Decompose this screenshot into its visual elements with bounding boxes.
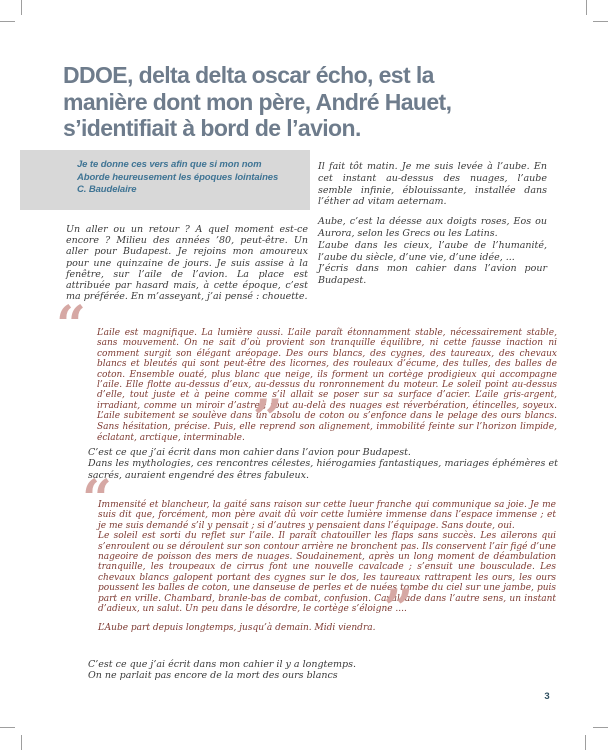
page-number: 3 bbox=[544, 691, 550, 702]
chapter-title-line: manière dont mon père, André Hauet, bbox=[63, 88, 452, 115]
chapter-title-line: s’identifiait à bord de l’avion. bbox=[63, 115, 361, 141]
paragraph-gap bbox=[98, 614, 556, 622]
quote-text: L’aile est magnifique. La lumière aussi. L’aile paraît étonnamment stable, nécessairement stable, sans mouvement. On ne sait d’où provient son tranquille équilibre, ni cette fausse inaction ni comment surgit son élégant aréopage. Des ours blancs, des cygnes, des taureaux, des chevaux blancs et bleutés qui sont peut-être des licornes, des rouleaux d’écume, des tulles, des balles de coton. Ensemble ouaté, plus blanc que neige, ils forment un cortège prodigieux qui accompagne l’aile. Elle flotte au-dessus d’eux, au-dessus du ronronnement du moteur. Le soleil point au-dessus d’elle, tout juste et à peine comme s’il allait se poser sur sa surface d’acier. L’aile gris-argent, irradiant, comme un miroir d’astre ; tout au-delà des nuages est réverbération, étincelles, soyeux. L’aile subitement se soulève dans un absolu de coton ou s’enfonce dans le pelage des ours blancs. Sans hésitation, précise. Puis, elle reprend son alignement, immobilité feinte sur l’horizon limpide, éclatant, arctique, interminable. bbox=[97, 328, 557, 444]
crop-mark-top-right-h bbox=[593, 21, 608, 22]
crop-mark-bottom-left-h bbox=[0, 727, 15, 728]
epigraph-verse-line: Je te donne ces vers afin que si mon nom bbox=[77, 159, 262, 170]
quote-block-2 bbox=[98, 500, 556, 641]
crop-mark-bottom-left-v bbox=[21, 735, 22, 750]
epigraph-attribution: C. Baudelaire bbox=[77, 184, 137, 195]
epigraph-verse-line: Aborde heureusement les époques lointaines bbox=[77, 171, 279, 183]
intro-right-column bbox=[318, 161, 547, 287]
closing-quote-icon: ” bbox=[383, 579, 414, 641]
intro-left-column: Un aller ou un retour ? A quel moment est-ce encore ? Milieu des années ’80, peut-être. Un aller pour Budapest. Je rejoins mon amoureux pour une quinzaine de jours. Je suis assise à la fenêtre, sur l’aile de l’avion. La place est attribuée par hasard mais, à cette époque, c’est ma préférée. En m’asseyant, j’ai pensé : chouette. bbox=[66, 224, 308, 303]
epigraph bbox=[77, 159, 278, 197]
closing-line: On ne parlait pas encore de la mort des ours blancs bbox=[88, 670, 338, 682]
opening-quote-icon: “ bbox=[56, 295, 86, 356]
closing-quote-icon: ” bbox=[252, 389, 283, 451]
interlude-line: C’est ce que j’ai écrit dans mon cahier dans l’avion pour Budapest. bbox=[88, 447, 411, 458]
paragraph-gap bbox=[318, 208, 547, 216]
intro-paragraph: L’aube dans les cieux, l’aube de l’humanité, l’aube du siècle, d’une vie, d’une idée, ... bbox=[318, 239, 547, 263]
closing-paragraph bbox=[88, 659, 518, 682]
interlude-line: Dans les mythologies, ces rencontres célestes, hiérogamies fantastiques, mariages éphémères et sacrés, auraient engendré des êtres fabuleux. bbox=[88, 458, 558, 481]
chapter-title bbox=[63, 62, 553, 142]
crop-mark-top-left-h bbox=[0, 21, 15, 22]
closing-line: C’est ce que j’ai écrit dans mon cahier il y a longtemps. bbox=[88, 659, 356, 670]
chapter-title-line: DDOE, delta delta oscar écho, est la bbox=[63, 62, 434, 88]
quote-paragraph: Le soleil est sorti du reflet sur l’aile. Il paraît chatouiller les flaps sans succès. Les ailerons qui s’enroulent ou se déroulent sur son contour arrière ne bronchent pas. Ils conservent l’air figé d’une nageoire de poisson des mers de nuages. Soudainement, après un long moment de déambulation tranquille, les troupeaux de cirrus font une nouvelle cavalcade ; s’ensuit une bousculade. Les chevaux blancs galopent portant des cygnes sur le dos, les taureaux rattrapent les ours, les ours poussent les balles de coton, une danseuse de perles et de nuées tombe du ciel sur une jambe, puis part en vrille. Chambard, branle-bas de combat, confusion. Cavalcade dans l’autre sens, un instant d’adieux, un salut. Un peu dans le désordre, le cortège s’éloigne .... bbox=[98, 531, 556, 615]
epigraph-box bbox=[20, 150, 310, 210]
quote-text: L’Aube part depuis longtemps, jusqu’à demain. Midi viendra. bbox=[98, 623, 376, 634]
intro-paragraph: J’écris dans mon cahier dans l’avion pour Budapest. bbox=[318, 263, 547, 287]
crop-mark-top-left-v bbox=[21, 0, 22, 15]
crop-mark-bottom-right-h bbox=[593, 727, 608, 728]
crop-mark-top-right-v bbox=[586, 0, 587, 15]
crop-mark-bottom-right-v bbox=[585, 735, 586, 750]
interlude-paragraph bbox=[88, 447, 558, 481]
opening-quote-icon: “ bbox=[82, 469, 112, 530]
quote-paragraph: Immensité et blancheur, la gaité sans raison sur cette lueur franche qui communique sa joie. Je me suis dit que, forcément, mon père avait dû voir cette lumière immense dans l’espace immense ; et je me suis demandé s’il y pensait ; si d’autres y pensaient dans l’équipage. Sans doute, oui. bbox=[98, 500, 556, 531]
intro-paragraph: Aube, c’est la déesse aux doigts roses, Eos ou Aurora, selon les Grecs ou les Latins. bbox=[318, 216, 547, 239]
quote-block-1 bbox=[97, 328, 557, 451]
quote-paragraph bbox=[98, 579, 556, 641]
intro-paragraph: Il fait tôt matin. Je me suis levée à l’aube. En cet instant au-dessus des nuages, l’aube semble infinie, éblouissante, installée dans l’éther ad vitam aeternam. bbox=[318, 161, 547, 208]
